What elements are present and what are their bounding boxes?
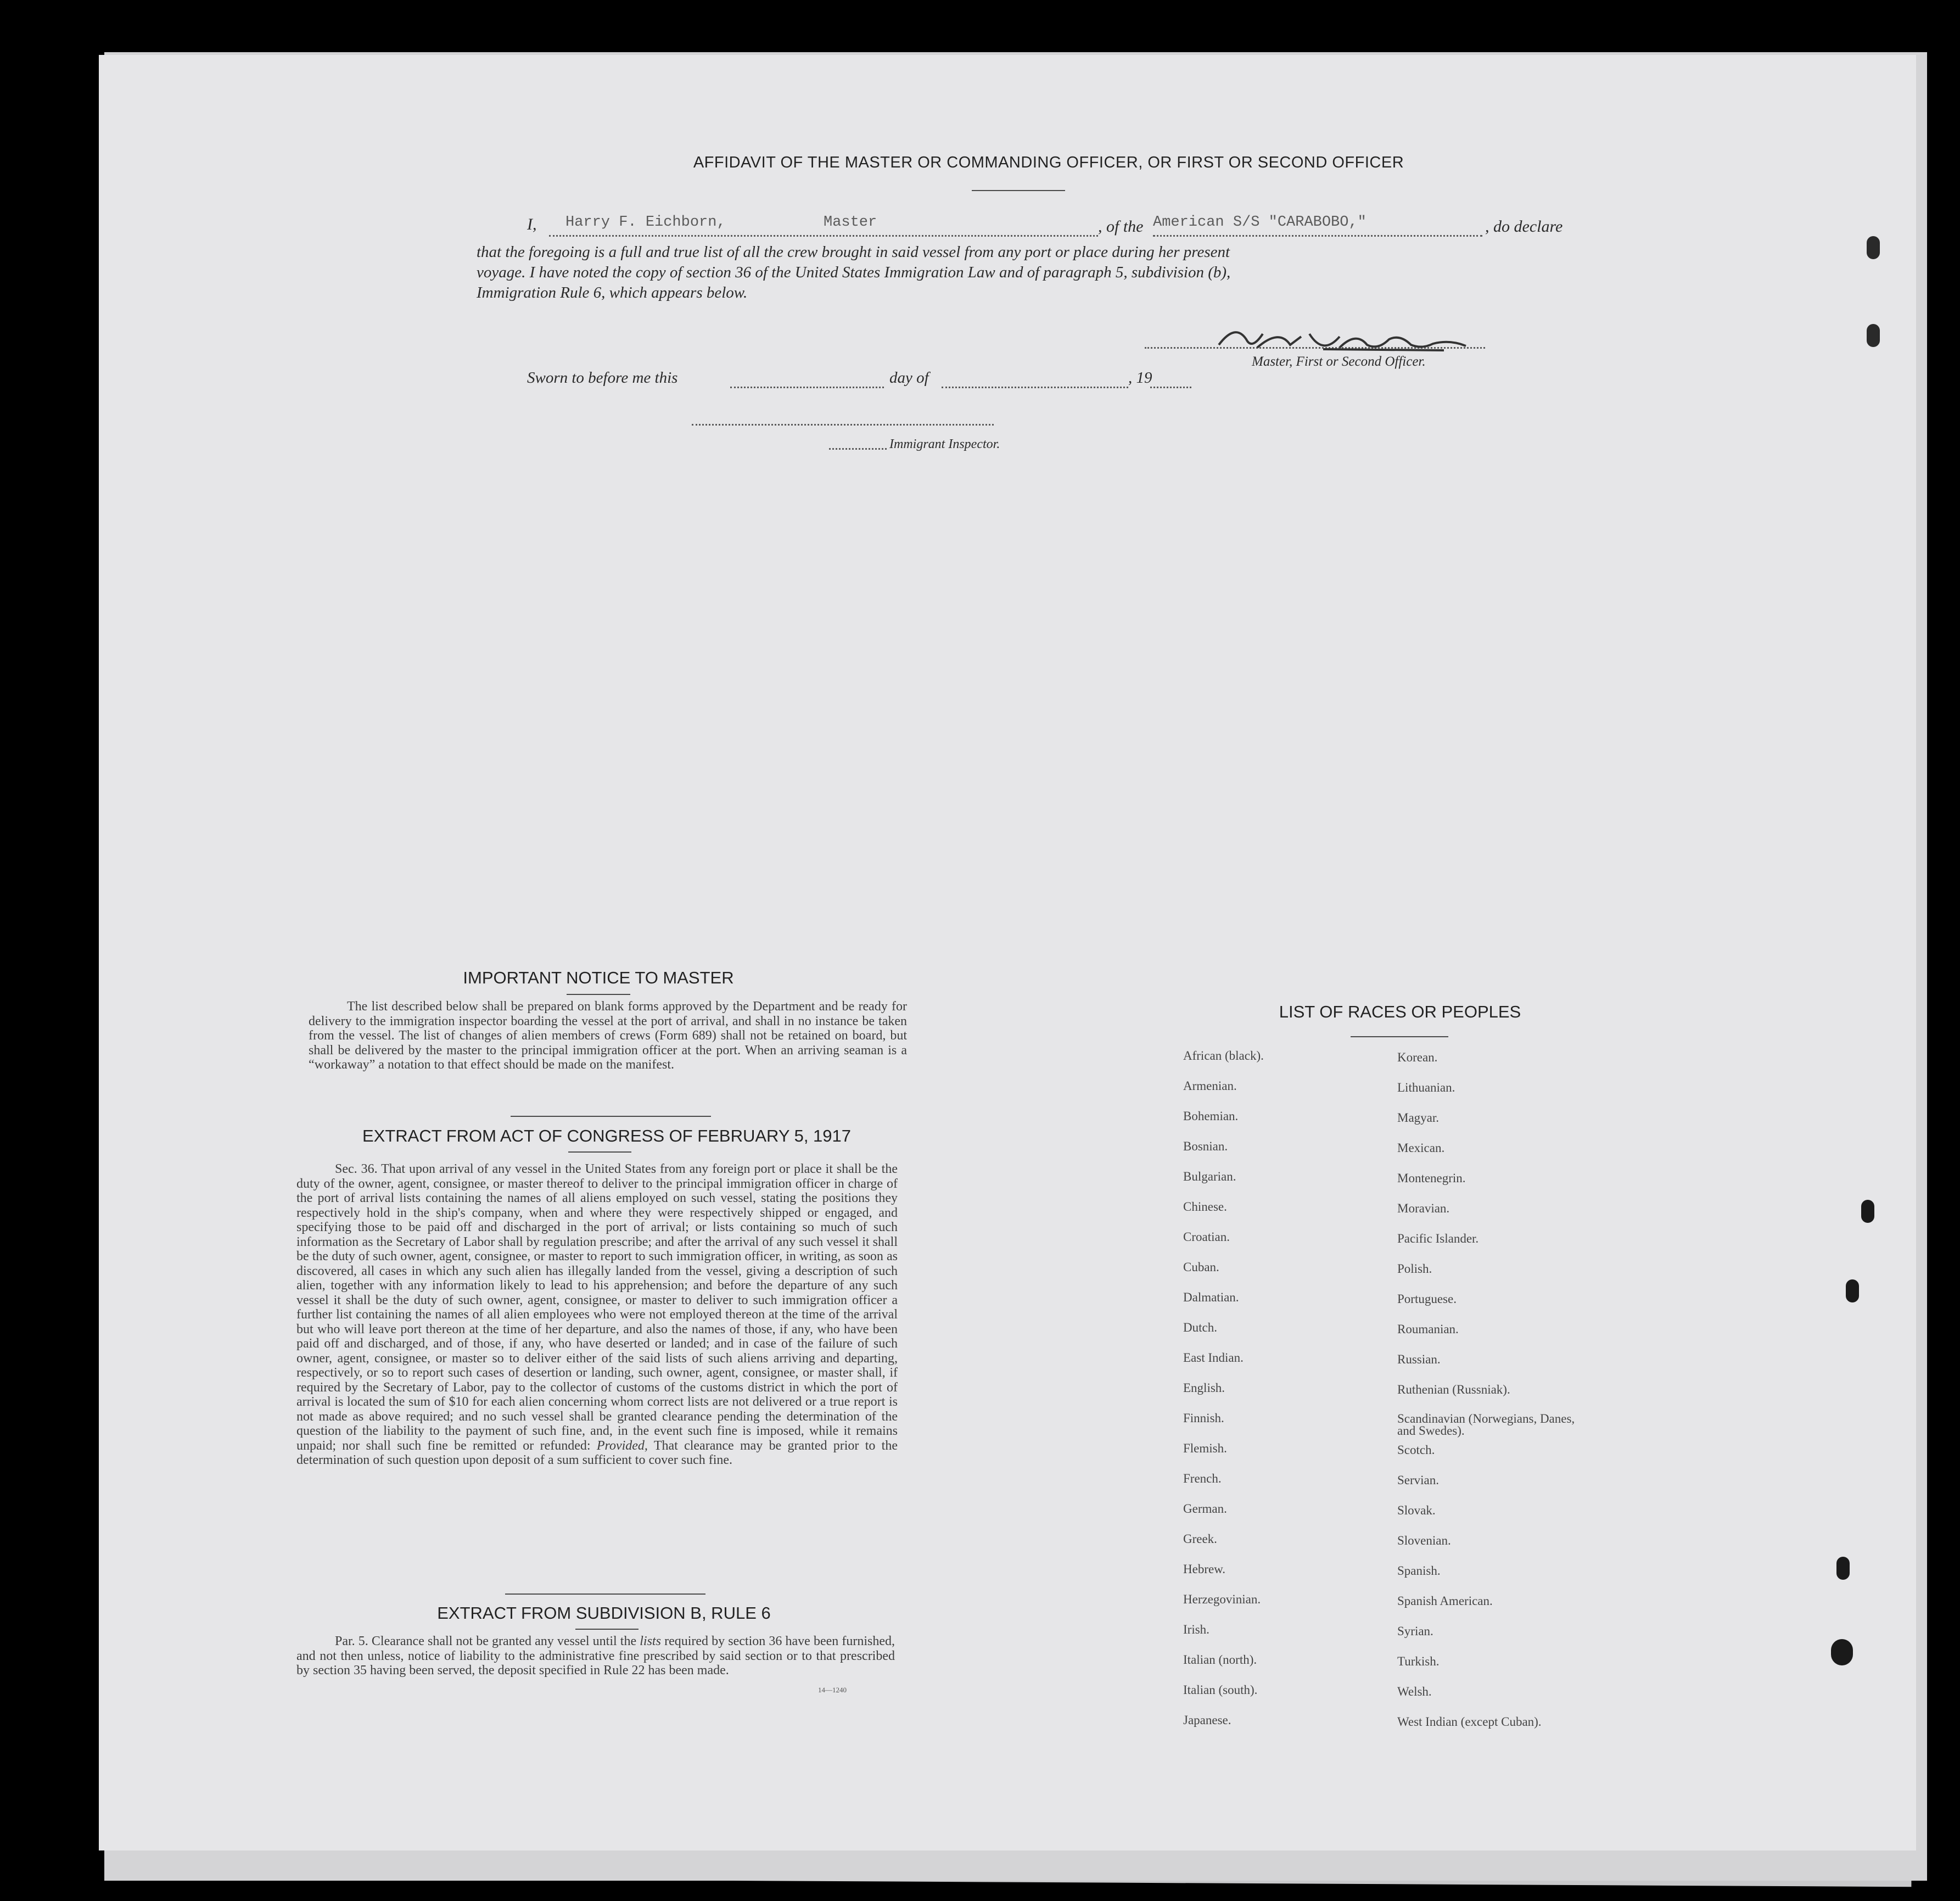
race-item: Flemish.	[1183, 1441, 1227, 1455]
fill-line	[829, 448, 887, 450]
affidavit-title: AFFIDAVIT OF THE MASTER OR COMMANDING OFFICER, OR FIRST OR SECOND OFFICER	[693, 154, 1404, 171]
race-item: Bohemian.	[1183, 1109, 1239, 1123]
divider	[567, 994, 630, 995]
act-text-end: That clearance may be granted prior to the determination of such question upon deposit of a sum sufficient to cover such fine.	[296, 1438, 898, 1467]
race-item: Ruthenian (Russniak).	[1397, 1383, 1510, 1396]
race-item: Italian (south).	[1183, 1683, 1258, 1697]
race-item: Montenegrin.	[1397, 1171, 1466, 1185]
race-item: Dutch.	[1183, 1321, 1217, 1334]
rule-text-end: required by section 36 have been furnished, and not then unless, notice of liability to the administrative fine prescribed by said section or to that prescribed by section 35 having been served, the deposit specified in Rule 22 has been made.	[296, 1634, 895, 1678]
fill-line	[942, 387, 1128, 388]
act-extract-text	[296, 1162, 898, 1468]
notice-title: IMPORTANT NOTICE TO MASTER	[463, 968, 734, 987]
master-name-field: Harry F. Eichborn,	[565, 214, 726, 231]
punch-hole	[1836, 1557, 1850, 1580]
form-number: 14—1240	[818, 1686, 847, 1694]
act-text-start: Sec. 36. That upon arrival of any vessel in the United States from any foreign port or place it shall be the duty of the owner, agent, consignee, or master thereof to deliver to the principal immigration officer in charge of the port of arrival lists containing the names of all aliens employed on such vessel, stating the positions they respectively hold in the ship's company, when and where they were respectively shipped or engaged, and specifying those to be paid off and discharged in the port of arrival; or lists containing so much of such information as the Secretary of Labor shall by regulation prescribe; and after the arrival of any such vessel it shall be the duty of such owner, agent, consignee, or master to report to such immigration officer, in writing, as soon as discovered, all cases in which any such alien has illegally landed from the vessel, giving a description of such alien, together with any information likely to lead to his apprehension; and before the departure of any such vessel it shall be the duty of such owner, agent, consignee, or master to deliver to such immigration officer a further list containing the names of all alien employees who were not employed thereon at the time of the arrival but who will leave port thereon at the time of her departure, and also the names of those, if any, who have been paid off and discharged, and of those, if any, who have deserted or landed; and in case of the failure of such owner, agent, consignee, or master so to deliver either of the said lists of such aliens arriving and departing, respectively, or so to report such cases of desertion or landing, such owner, agent, consignee, or master shall, if required by the Secretary of Labor, pay to the collector of customs of the customs district in which the port of arrival is located the sum of $10 for each alien concerning whom correct lists are not delivered or a true report is not made as above required; and no such vessel shall be granted clearance pending the determination of the question of the liability to the payment of such fine, and, in the event such fine is imposed, while it remains unpaid; nor shall such fine be remitted or refunded:	[296, 1162, 898, 1453]
act-extract-title: EXTRACT FROM ACT OF CONGRESS OF FEBRUARY 5, 1917	[362, 1126, 852, 1145]
race-item: French.	[1183, 1472, 1222, 1485]
sworn-text: Sworn to before me this	[527, 369, 678, 387]
divider	[505, 1594, 705, 1595]
race-item: Bosnian.	[1183, 1139, 1228, 1153]
punch-hole	[1861, 1200, 1874, 1223]
race-item: German.	[1183, 1502, 1227, 1516]
races-list-left	[1183, 1049, 1403, 1743]
of-the-text: , of the	[1098, 217, 1144, 236]
race-item: Servian.	[1397, 1473, 1440, 1487]
race-item: Roumanian.	[1397, 1322, 1459, 1336]
provided-emphasis: Provided,	[596, 1438, 648, 1453]
punch-hole	[1867, 236, 1880, 259]
punch-hole	[1846, 1279, 1859, 1302]
race-item: Slovak.	[1397, 1503, 1436, 1517]
document-page	[99, 55, 1916, 1850]
fill-line	[1150, 387, 1191, 388]
race-item: Scandinavian (Norwegians, Danes, and Swedes).	[1397, 1412, 1575, 1438]
race-item: Spanish.	[1397, 1564, 1441, 1578]
race-item: Turkish.	[1397, 1654, 1440, 1668]
inspector-signature-line	[692, 424, 994, 426]
divider	[972, 190, 1065, 191]
punch-hole	[1867, 324, 1880, 347]
race-item: Herzegovinian.	[1183, 1592, 1261, 1606]
race-item: African (black).	[1183, 1049, 1264, 1063]
race-item: Portuguese.	[1397, 1292, 1457, 1306]
fill-line	[730, 387, 884, 388]
inspector-caption: Immigrant Inspector.	[889, 437, 1000, 451]
fill-line	[549, 235, 1098, 237]
race-item: Magyar.	[1397, 1111, 1440, 1125]
race-item: Polish.	[1397, 1262, 1432, 1276]
race-item: Irish.	[1183, 1623, 1209, 1636]
year-text: , 19	[1128, 369, 1152, 387]
race-item: Dalmatian.	[1183, 1290, 1239, 1304]
race-item: Slovenian.	[1397, 1534, 1451, 1547]
punch-hole	[1831, 1639, 1853, 1665]
race-item: East Indian.	[1183, 1351, 1244, 1365]
divider	[1351, 1036, 1448, 1037]
divider	[575, 1629, 639, 1630]
race-item: Hebrew.	[1183, 1562, 1226, 1576]
race-item: Finnish.	[1183, 1411, 1224, 1425]
race-item: Bulgarian.	[1183, 1170, 1236, 1183]
do-declare-text: , do declare	[1485, 217, 1563, 236]
day-of-text: day of	[889, 369, 929, 387]
races-title: LIST OF RACES OR PEOPLES	[1279, 1002, 1521, 1021]
signature-caption: Master, First or Second Officer.	[1252, 354, 1426, 369]
race-item: Spanish American.	[1397, 1594, 1493, 1608]
vessel-field: American S/S "CARABOBO,"	[1153, 214, 1367, 231]
race-item: Russian.	[1397, 1352, 1441, 1366]
race-item: Welsh.	[1397, 1685, 1432, 1698]
fill-line	[1153, 235, 1482, 237]
race-item: Cuban.	[1183, 1260, 1219, 1274]
race-item: Scotch.	[1397, 1443, 1435, 1457]
lists-emphasis: lists	[640, 1634, 661, 1648]
race-item: Mexican.	[1397, 1141, 1445, 1155]
race-item: English.	[1183, 1381, 1225, 1395]
notice-text: The list described below shall be prepared on blank forms approved by the Department and be ready for delivery to the immigration inspector boarding the vessel at the port of arrival, and shall in no instance be taken from the vessel. The list of changes of alien members of crews (Form 689) shall not be retained on board, but shall be delivered by the master to the principal immigration officer at the port. When an arriving seaman is a “workaway” a notation to that effect should be made on the manifest.	[309, 999, 907, 1072]
rule-extract-text	[296, 1634, 895, 1678]
race-item: Croatian.	[1183, 1230, 1230, 1244]
races-list-right	[1397, 1050, 1628, 1745]
race-item: Italian (north).	[1183, 1653, 1257, 1667]
race-item: Moravian.	[1397, 1201, 1450, 1215]
race-item: Greek.	[1183, 1532, 1217, 1546]
rule-text-start: Par. 5. Clearance shall not be granted any vessel until the	[335, 1634, 637, 1648]
declaration-line-3: Immigration Rule 6, which appears below.	[477, 284, 748, 301]
race-item: Armenian.	[1183, 1079, 1237, 1093]
race-item: Chinese.	[1183, 1200, 1227, 1214]
declaration-line-2: voyage. I have noted the copy of section 36 of the United States Immigration Law and of paragraph 5, subdivision (b),	[477, 264, 1231, 281]
rule-extract-title: EXTRACT FROM SUBDIVISION B, RULE 6	[437, 1603, 771, 1623]
race-item: Korean.	[1397, 1050, 1438, 1064]
race-item: West Indian (except Cuban).	[1397, 1715, 1542, 1729]
rank-field: Master	[824, 214, 877, 231]
divider	[511, 1116, 711, 1117]
race-item: Syrian.	[1397, 1624, 1433, 1638]
race-item: Japanese.	[1183, 1713, 1231, 1727]
declaration-line-1: that the foregoing is a full and true list of all the crew brought in said vessel from any port or place during her present	[477, 243, 1230, 261]
declaration-i: I,	[527, 215, 537, 233]
race-item: Lithuanian.	[1397, 1081, 1455, 1094]
race-item: Pacific Islander.	[1397, 1232, 1479, 1245]
divider	[568, 1151, 631, 1153]
